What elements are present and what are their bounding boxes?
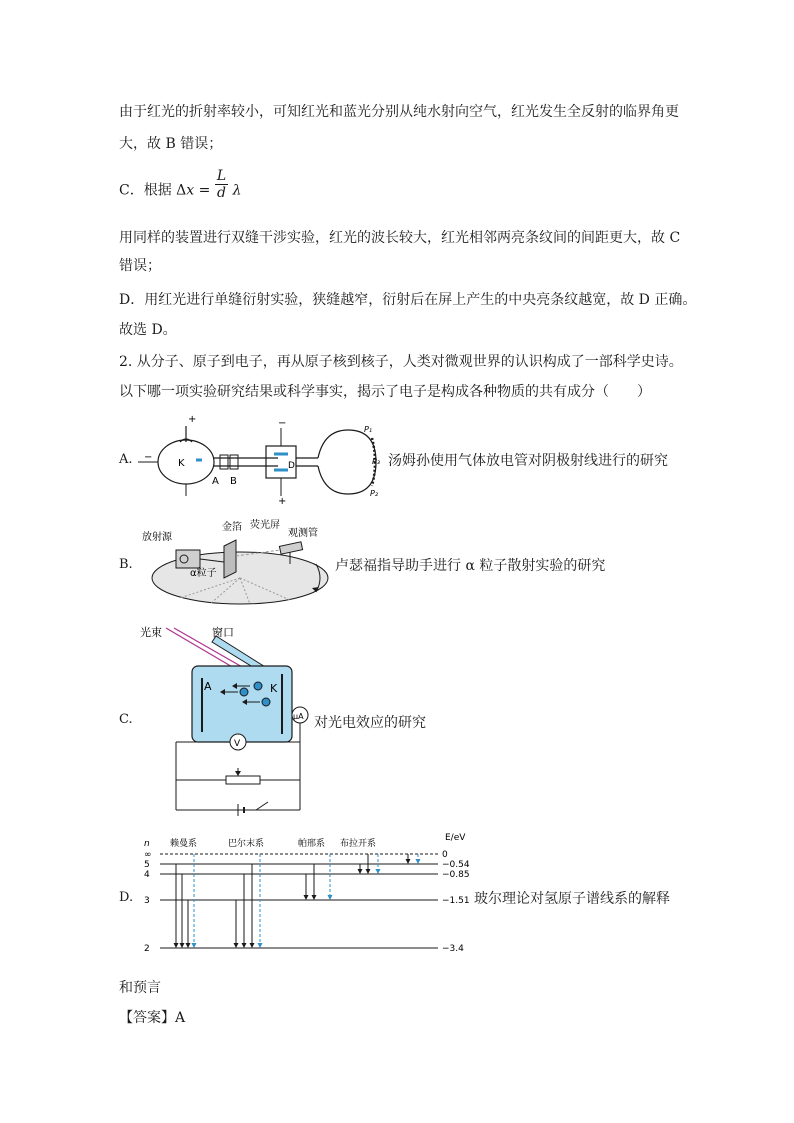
- tube-plus-top: +: [188, 414, 197, 425]
- hydrogen-energy-level-diagram: [140, 830, 475, 960]
- paragraph-line: 故选 D。: [119, 322, 177, 338]
- transition-arrowhead: [358, 869, 363, 874]
- screen-p1-label: P₁: [364, 425, 373, 434]
- transition-arrowhead: [376, 869, 381, 874]
- formula-line: [119, 168, 242, 201]
- electrode-a-label: A: [204, 680, 212, 693]
- option-c-label: C．根据: [119, 182, 172, 199]
- series-label: 巴尔末系: [228, 839, 265, 849]
- option-b-letter: B.: [119, 557, 133, 572]
- cathode-label: K: [178, 458, 185, 469]
- option-d-caption: 玻尔理论对氢原子谱线系的解释: [474, 891, 670, 907]
- level-n-label: 5: [144, 860, 150, 870]
- paragraph-line: 错误；: [119, 258, 161, 274]
- level-energy-label: −0.54: [442, 860, 470, 870]
- energy-axis-label: E/eV: [445, 833, 466, 843]
- level-energy-label: −0.85: [442, 870, 470, 880]
- transition-arrowhead: [192, 943, 197, 948]
- series-label: 布拉开系: [340, 839, 377, 849]
- formula-numerator: L: [216, 168, 227, 184]
- transition-arrowhead: [258, 943, 263, 948]
- level-energy-label: −1.51: [442, 896, 470, 906]
- foil-label: 金箔: [222, 522, 242, 533]
- option-b-caption: 卢瑟福指导助手进行 α 粒子散射实验的研究: [335, 558, 606, 574]
- scope-label: 观测管: [288, 528, 318, 539]
- anode-b-label: B: [230, 476, 237, 487]
- paragraph-line: 由于红光的折射率较小，可知红光和蓝光分别从纯水射向空气，红光发生全反射的临界角更: [119, 104, 679, 120]
- question-line: 2. 从分子、原子到电子，再从原子核到核子，人类对微观世界的认识构成了一部科学史诗。: [119, 354, 683, 370]
- option-d-letter: D.: [119, 890, 134, 905]
- level-n-label: 3: [144, 896, 150, 906]
- formula-fraction: [215, 168, 228, 201]
- screen-p3-label: P₃: [372, 457, 381, 466]
- level-energy-label: 0: [442, 850, 448, 860]
- formula-x: x: [186, 182, 195, 199]
- transition-arrowhead: [406, 859, 411, 864]
- option-a-letter: A.: [119, 452, 133, 467]
- paragraph-line: 用同样的装置进行双缝干涉实验，红光的波长较大，红光相邻两亮条纹间的间距更大，故 C: [119, 230, 681, 246]
- voltmeter-label: V: [234, 739, 241, 749]
- alpha-scattering-diagram: [140, 520, 330, 606]
- option-a-caption: 汤姆孙使用气体放电管对阴极射线进行的研究: [388, 453, 668, 469]
- window-label: 窗口: [212, 626, 234, 639]
- option-d-caption-continued: 和预言: [119, 980, 161, 996]
- option-c-letter: C.: [119, 712, 133, 727]
- source-label: 放射源: [142, 532, 172, 543]
- photoelectric-circuit-diagram: [140, 622, 320, 812]
- formula-denominator: d: [217, 185, 226, 201]
- question-line: 以下哪一项实验研究结果或科学事实，揭示了电子是构成各种物质的共有成分（ ）: [119, 384, 651, 400]
- plate-minus-label: −: [278, 418, 287, 429]
- plate-d-label: D: [288, 461, 295, 471]
- paragraph-line: D．用红光进行单缝衍射实验，狭缝越窄，衍射后在屏上产生的中央亮条纹越宽，故 D 正确。: [119, 292, 697, 308]
- transition-arrowhead: [242, 943, 247, 948]
- transition-arrowhead: [366, 869, 371, 874]
- beam-label: 光束: [140, 626, 162, 639]
- plate-plus-label: +: [278, 496, 287, 507]
- anode-a-label: A: [212, 476, 219, 487]
- paragraph-line: 大，故 B 错误；: [119, 136, 223, 152]
- transition-arrowhead: [234, 943, 239, 948]
- tube-minus-left: −: [144, 452, 153, 463]
- series-label: 帕邢系: [298, 839, 326, 849]
- formula-lambda: λ: [232, 182, 242, 199]
- transition-arrowhead: [312, 895, 317, 900]
- option-c-caption: 对光电效应的研究: [314, 715, 426, 731]
- transition-arrowhead: [416, 859, 421, 864]
- formula-delta: Δ: [176, 182, 187, 199]
- transition-arrowhead: [180, 943, 185, 948]
- transition-arrowhead: [328, 895, 333, 900]
- series-label: 赖曼系: [170, 839, 198, 849]
- level-n-label: ∞: [144, 850, 152, 860]
- n-axis-label: n: [144, 839, 150, 849]
- cathode-ray-tube-diagram: [138, 412, 388, 507]
- screen-label: 荧光屏: [250, 520, 280, 531]
- transition-arrowhead: [174, 943, 179, 948]
- level-energy-label: −3.4: [442, 944, 464, 954]
- alpha-particle-label: α粒子: [190, 568, 217, 579]
- level-n-label: 2: [144, 944, 150, 954]
- level-n-label: 4: [144, 870, 150, 880]
- microammeter-label: μA: [293, 712, 304, 721]
- screen-p2-label: P₂: [370, 489, 379, 498]
- transition-arrowhead: [304, 895, 309, 900]
- formula-eq: =: [198, 182, 211, 199]
- answer-line: 【答案】A: [119, 1010, 186, 1026]
- transition-arrowhead: [186, 943, 191, 948]
- transition-arrowhead: [250, 943, 255, 948]
- electrode-k-label: K: [270, 682, 278, 695]
